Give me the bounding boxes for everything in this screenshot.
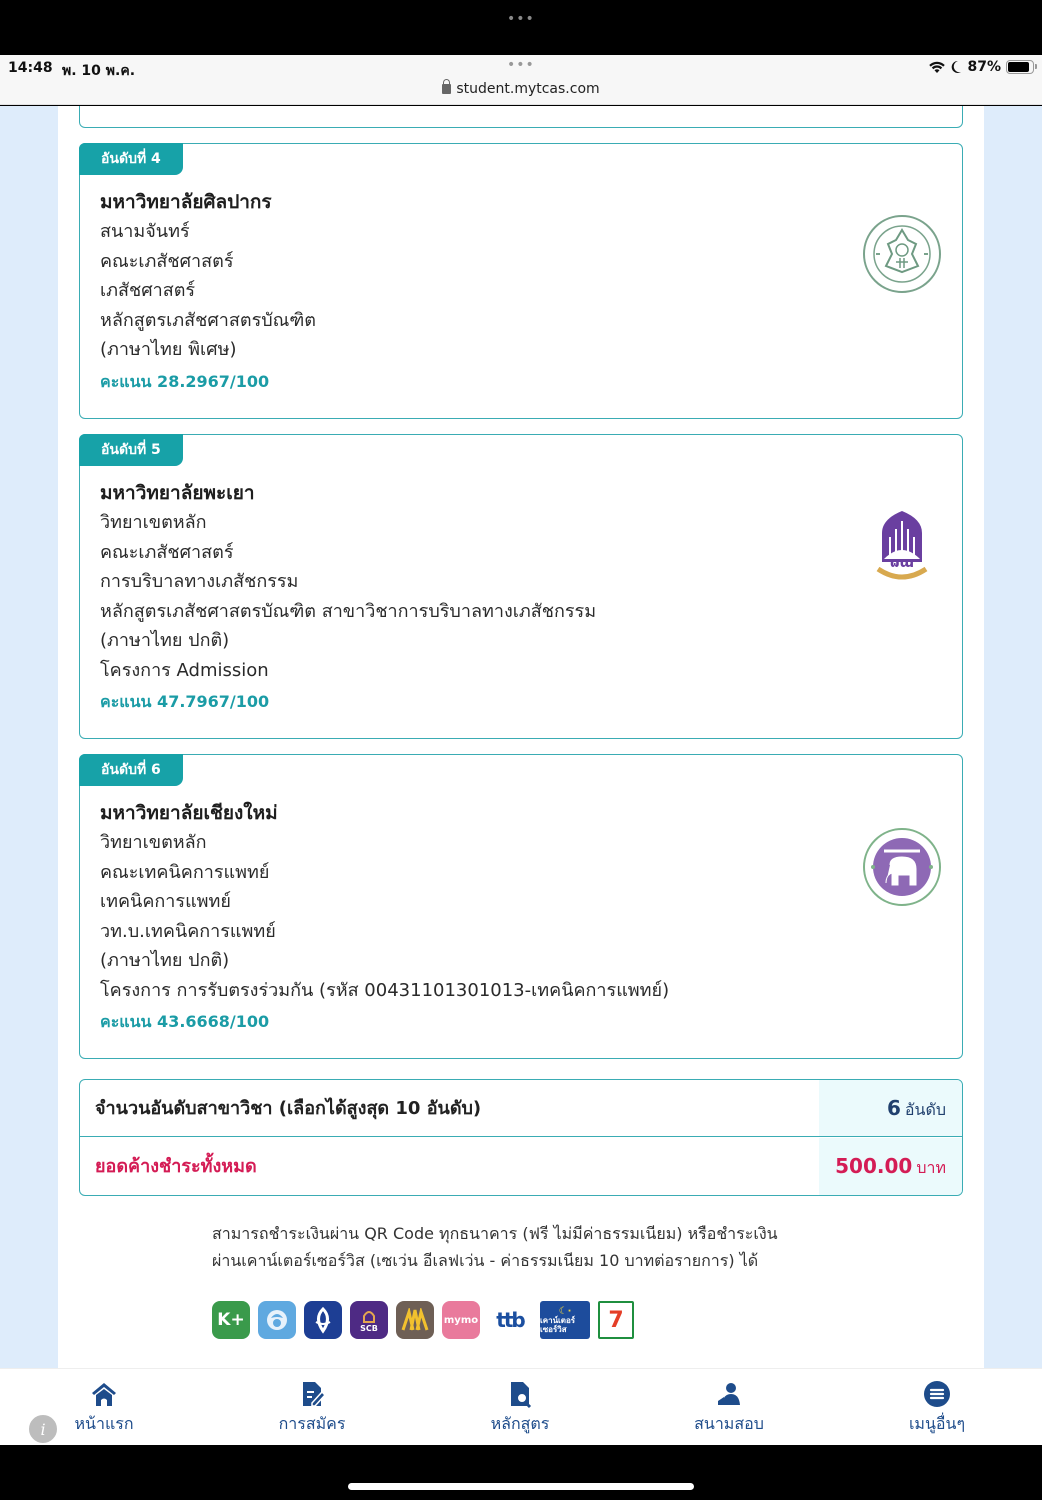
menu-icon xyxy=(922,1379,952,1409)
status-date: พ. 10 พ.ค. xyxy=(62,63,136,79)
page-content xyxy=(58,106,984,1368)
moon-icon xyxy=(950,60,962,74)
status-indicators xyxy=(929,59,1034,75)
rank-badge: อันดับที่ 6 xyxy=(79,754,183,786)
chiang-mai-university-seal-icon xyxy=(862,827,942,907)
tab-courses[interactable] xyxy=(450,1379,590,1437)
bangkok-bank-icon xyxy=(304,1301,342,1339)
program-type: (ภาษาไทย พิเศษ) xyxy=(100,339,237,360)
campus: วิทยาเขตหลัก xyxy=(100,832,207,853)
scb-text: SCB xyxy=(360,1323,378,1333)
apply-form-icon xyxy=(297,1379,327,1409)
wifi-icon xyxy=(929,61,945,74)
tab-more-label: เมนูอื่นๆ xyxy=(908,1414,966,1433)
mymo-gsb-icon: mymo xyxy=(442,1301,480,1339)
faculty: คณะเภสัชศาสตร์ xyxy=(100,250,234,272)
faculty: คณะเทคนิคการแพทย์ xyxy=(100,861,270,883)
scb-bank-icon xyxy=(350,1301,388,1339)
score: คะแนน 28.2967/100 xyxy=(100,371,270,391)
score: คะแนน 43.6668/100 xyxy=(100,1012,270,1031)
payment-info-line: ผ่านเคาน์เตอร์เซอร์วิส (เซเว่น อีเลฟเว่น - ค่าธรรมเนียม 10 บาทต่อรายการ) ได้ xyxy=(212,1251,759,1270)
admission-project: โครงการ Admission xyxy=(100,659,269,681)
battery-percent: 87% xyxy=(967,59,1001,75)
program: วท.บ.เทคนิคการแพทย์ xyxy=(100,920,276,942)
krungsri-bank-icon xyxy=(396,1301,434,1339)
status-time: 14:48 xyxy=(8,60,53,76)
kplus-bank-icon: K+ xyxy=(212,1301,250,1339)
tab-apply[interactable] xyxy=(242,1379,382,1437)
amount-due-value xyxy=(819,1138,962,1195)
admission-project: โครงการ การรับตรงร่วมกัน (รหัส 00431101301013-เทคนิคการแพทย์) xyxy=(100,979,670,1001)
faculty: คณะเภสัชศาสตร์ xyxy=(100,541,234,563)
counter-service-text: เคาน์เตอร์เซอร์วิส xyxy=(540,1315,576,1334)
field: เภสัชศาสตร์ xyxy=(100,280,196,301)
field: เทคนิคการแพทย์ xyxy=(100,891,231,912)
payment-channels xyxy=(212,1301,634,1339)
university-name: มหาวิทยาลัยพะเยา xyxy=(100,482,255,504)
battery-icon xyxy=(1006,60,1034,74)
ranking-count-value xyxy=(819,1080,962,1136)
program-type: (ภาษาไทย ปกติ) xyxy=(100,950,230,971)
top-black-bar xyxy=(0,0,1042,55)
browser-status-bar xyxy=(0,55,1042,105)
silpakorn-university-seal-icon xyxy=(862,214,942,294)
course-search-icon xyxy=(505,1379,535,1409)
rank-badge: อันดับที่ 4 xyxy=(79,143,183,175)
svg-text:ɷɯ: ɷɯ xyxy=(889,555,915,571)
summary-table xyxy=(79,1079,963,1196)
tab-exam-venue-label: สนามสอบ xyxy=(694,1414,764,1433)
ranking-card xyxy=(79,754,963,1059)
seven-eleven-icon: 7 xyxy=(598,1301,634,1339)
multitask-dots-icon[interactable]: ••• xyxy=(507,11,535,27)
lock-icon xyxy=(442,84,451,94)
payment-info xyxy=(212,1220,852,1274)
tab-more[interactable] xyxy=(867,1379,1007,1437)
program: หลักสูตรเภสัชศาสตรบัณฑิต xyxy=(100,309,316,331)
field: การบริบาลทางเภสัชกรรม xyxy=(100,571,299,592)
bottom-tab-bar xyxy=(0,1368,1042,1445)
exam-venue-icon xyxy=(714,1379,744,1409)
amount-due-row xyxy=(80,1138,962,1195)
ranking-card xyxy=(79,434,963,739)
program-type: (ภาษาไทย ปกติ) xyxy=(100,630,230,651)
university-name: มหาวิทยาลัยเชียงใหม่ xyxy=(100,802,278,824)
tab-apply-label: การสมัคร xyxy=(278,1414,346,1433)
tab-courses-label: หลักสูตร xyxy=(490,1414,550,1433)
program: หลักสูตรเภสัชศาสตรบัณฑิต สาขาวิชาการบริบาลทางเภสัชกรรม xyxy=(100,600,597,622)
more-dots-icon[interactable]: ••• xyxy=(507,57,535,73)
ranking-count-row xyxy=(80,1080,962,1137)
address-bar[interactable] xyxy=(0,81,1042,97)
tab-exam-venue[interactable] xyxy=(659,1379,799,1437)
krungthai-bank-icon xyxy=(258,1301,296,1339)
page-viewport[interactable] xyxy=(0,106,1042,1368)
campus: สนามจันทร์ xyxy=(100,221,190,242)
info-icon[interactable]: i xyxy=(28,1414,58,1444)
home-indicator[interactable] xyxy=(348,1483,694,1490)
rank-badge: อันดับที่ 5 xyxy=(79,434,183,466)
ranking-card-previous xyxy=(79,106,963,128)
amount-due-label: ยอดค้างชำระทั้งหมด xyxy=(95,1156,257,1177)
amount-due-unit: บาท xyxy=(916,1158,946,1177)
score: คะแนน 47.7967/100 xyxy=(100,692,270,711)
counter-service-icon: ☾· เคาน์เตอร์เซอร์วิส xyxy=(540,1301,590,1339)
url-text: student.mytcas.com xyxy=(456,81,600,97)
ranking-card xyxy=(79,143,963,419)
university-of-phayao-logo-icon xyxy=(862,507,942,587)
university-name: มหาวิทยาลัยศิลปากร xyxy=(100,191,272,213)
tab-home-label: หน้าแรก xyxy=(74,1414,134,1433)
ttb-bank-icon: ttb xyxy=(496,1308,524,1332)
home-icon xyxy=(89,1379,119,1409)
payment-info-line: สามารถชำระเงินผ่าน QR Code ทุกธนาคาร (ฟรี ไม่มีค่าธรรมเนียม) หรือชำระเงิน xyxy=(212,1224,778,1243)
bottom-black-bar xyxy=(0,1445,1042,1500)
ranking-count: 6 xyxy=(886,1096,901,1120)
ranking-count-unit: อันดับ xyxy=(904,1100,946,1119)
ranking-count-label: จำนวนอันดับสาขาวิชา (เลือกได้สูงสุด 10 อันดับ) xyxy=(95,1098,482,1119)
amount-due: 500.00 xyxy=(835,1154,913,1178)
campus: วิทยาเขตหลัก xyxy=(100,512,207,533)
